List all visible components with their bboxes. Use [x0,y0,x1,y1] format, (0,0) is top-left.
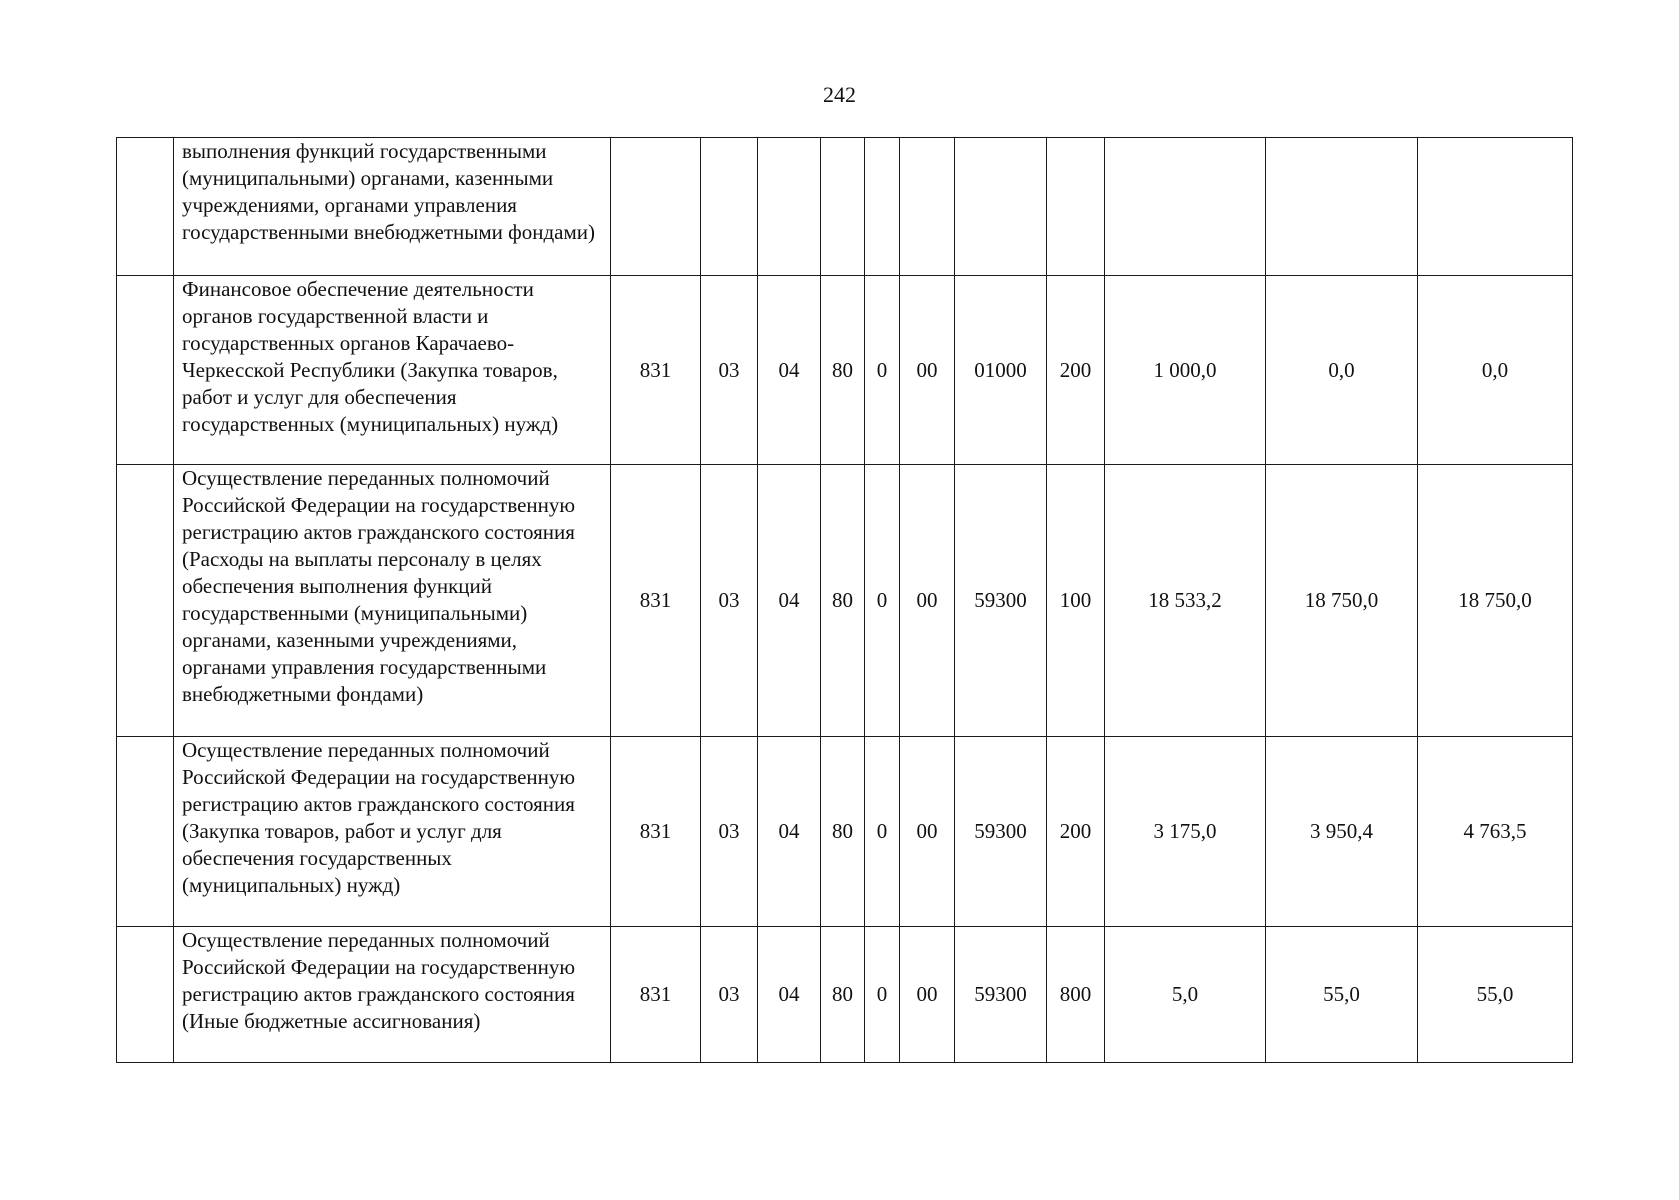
subprogram-code-cell: 0 [865,276,900,465]
expense-type-cell [1047,138,1105,276]
table-row [117,465,1573,737]
table-row [117,276,1573,465]
row-index-cell [117,276,174,465]
subsection-code-cell: 04 [758,465,821,737]
main-event-code-cell: 00 [900,465,955,737]
expense-type-cell: 800 [1047,927,1105,1063]
section-code-cell: 03 [701,276,758,465]
ministry-code-cell [611,138,701,276]
amount-year-3-cell: 55,0 [1418,927,1573,1063]
main-event-code-cell: 00 [900,276,955,465]
program-code-cell: 80 [821,276,865,465]
direction-code-cell [955,138,1047,276]
amount-year-1-cell: 18 533,2 [1105,465,1266,737]
table-row [117,737,1573,927]
main-event-code-cell [900,138,955,276]
amount-year-1-cell: 1 000,0 [1105,276,1266,465]
subsection-code-cell: 04 [758,927,821,1063]
direction-code-cell: 01000 [955,276,1047,465]
amount-year-3-cell: 0,0 [1418,276,1573,465]
section-code-cell: 03 [701,737,758,927]
amount-year-2-cell: 0,0 [1266,276,1418,465]
row-index-cell [117,927,174,1063]
expense-type-cell: 200 [1047,276,1105,465]
ministry-code-cell: 831 [611,737,701,927]
amount-year-3-cell: 18 750,0 [1418,465,1573,737]
row-index-cell [117,465,174,737]
subprogram-code-cell [865,138,900,276]
amount-year-2-cell [1266,138,1418,276]
section-code-cell: 03 [701,927,758,1063]
table-row [117,138,1573,276]
amount-year-3-cell: 4 763,5 [1418,737,1573,927]
section-code-cell: 03 [701,465,758,737]
subprogram-code-cell: 0 [865,737,900,927]
description-cell: Осуществление переданных полномочий Российской Федерации на государственную регистрацию актов гражданского состояния (Закупка товаров, работ и услуг для обеспечения государственных (муниципальных) нужд) [174,737,611,927]
ministry-code-cell: 831 [611,465,701,737]
program-code-cell: 80 [821,465,865,737]
ministry-code-cell: 831 [611,927,701,1063]
description-cell: Осуществление переданных полномочий Российской Федерации на государственную регистрацию актов гражданского состояния (Иные бюджетные ассигнования) [174,927,611,1063]
row-index-cell [117,737,174,927]
subsection-code-cell: 04 [758,737,821,927]
budget-table [116,137,1573,1063]
program-code-cell: 80 [821,927,865,1063]
program-code-cell [821,138,865,276]
expense-type-cell: 200 [1047,737,1105,927]
amount-year-1-cell [1105,138,1266,276]
expense-type-cell: 100 [1047,465,1105,737]
subprogram-code-cell: 0 [865,927,900,1063]
main-event-code-cell: 00 [900,737,955,927]
main-event-code-cell: 00 [900,927,955,1063]
section-code-cell [701,138,758,276]
amount-year-1-cell: 5,0 [1105,927,1266,1063]
subsection-code-cell: 04 [758,276,821,465]
row-index-cell [117,138,174,276]
amount-year-3-cell [1418,138,1573,276]
description-cell: Осуществление переданных полномочий Российской Федерации на государственную регистрацию актов гражданского состояния (Расходы на выплаты персоналу в целях обеспечения выполнения функций государственными (муниципальными) органами, казенными учреждениями, органами управления государственными внебюджетными фондами) [174,465,611,737]
description-cell: выполнения функций государственными (муниципальными) органами, казенными учреждениями, органами управления государственными внебюджетными фондами) [174,138,611,276]
subsection-code-cell [758,138,821,276]
direction-code-cell: 59300 [955,737,1047,927]
amount-year-2-cell: 55,0 [1266,927,1418,1063]
amount-year-2-cell: 3 950,4 [1266,737,1418,927]
program-code-cell: 80 [821,737,865,927]
ministry-code-cell: 831 [611,276,701,465]
subprogram-code-cell: 0 [865,465,900,737]
direction-code-cell: 59300 [955,927,1047,1063]
amount-year-2-cell: 18 750,0 [1266,465,1418,737]
direction-code-cell: 59300 [955,465,1047,737]
amount-year-1-cell: 3 175,0 [1105,737,1266,927]
table-row [117,927,1573,1063]
description-cell: Финансовое обеспечение деятельности органов государственной власти и государственных органов Карачаево-Черкесской Республики (Закупка товаров, работ и услуг для обеспечения государственных (муниципальных) нужд) [174,276,611,465]
page-number: 242 [823,82,856,107]
